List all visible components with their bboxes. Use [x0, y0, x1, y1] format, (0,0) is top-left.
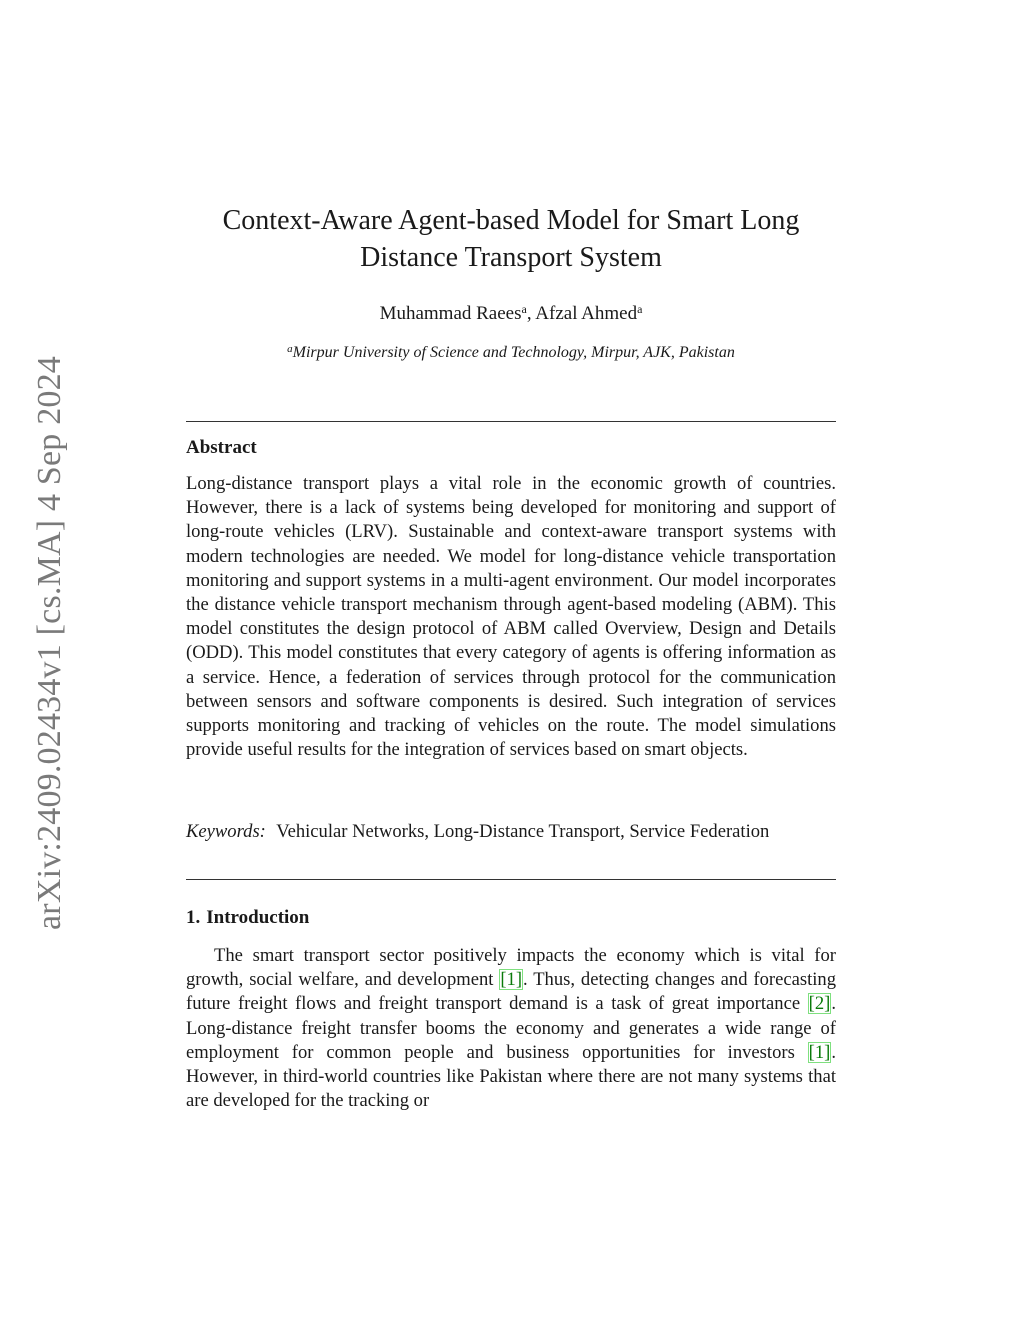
introduction-paragraph	[186, 944, 836, 1113]
author-name: Afzal Ahmed	[535, 303, 638, 324]
abstract-heading: Abstract	[186, 437, 257, 458]
abstract-top-rule	[186, 421, 836, 422]
author-name: Muhammad Raees	[379, 303, 522, 324]
intro-text: . However, in third-world countries like Pakistan where there are not many systems that are developed for the tracking or	[186, 1041, 836, 1112]
author-affiliation-mark: a	[637, 302, 643, 316]
abstract-bottom-rule	[186, 879, 836, 880]
abstract-body: Long-distance transport plays a vital role in the economic growth of countries. However, there is a lack of systems being developed for monitoring and support of long-route vehicles (LRV). Sustainable and context-aware transport systems with modern technologies are needed. We model for long-distance vehicle transportation monitoring and support systems in a multi-agent environment. Our model incorporates the distance vehicle transport mechanism through agent-based modeling (ABM). This model constitutes the design protocol of ABM called Overview, Design and Details (ODD). This model constitutes that every category of agents is offering information as a service. Hence, a federation of services through protocol for the communication between sensors and software components is desired. Such integration of services supports monitoring and tracking of vehicles on the route. The model simulations provide useful results for the integration of services based on smart objects.	[186, 473, 836, 761]
keywords	[186, 820, 836, 844]
intro-text: The smart transport sector positively impacts the economy which is vital for growth, social welfare, and development	[186, 945, 836, 991]
affiliation-mark: a	[287, 343, 293, 355]
paper-title	[186, 202, 836, 276]
author-list: Muhammad Raees$^a$, Afzal Ahmed$^a$	[379, 302, 643, 324]
section-number: 1.	[186, 907, 201, 928]
section-title: Introduction	[206, 907, 310, 928]
citation-link[interactable]: [1]	[500, 969, 523, 991]
arxiv-identifier-stamp: arXiv:2409.02434v1 [cs.MA] 4 Sep 2024	[31, 355, 68, 930]
keywords-label: Keywords:	[186, 821, 266, 842]
intro-text: . Thus, detecting changes and forecasting future freight flows and freight transport demand is a task of great importance	[186, 969, 836, 1015]
author-affiliation-mark: a	[521, 302, 527, 316]
keywords-text: Vehicular Networks, Long-Distance Transport, Service Federation	[276, 821, 770, 842]
citation-link[interactable]: [2]	[808, 993, 831, 1015]
section-heading-introduction	[186, 906, 309, 930]
title-line-1: Context-Aware Agent-based Model for Smart Long	[222, 205, 800, 236]
affiliation-text: Mirpur University of Science and Technology, Mirpur, AJK, Pakistan	[292, 344, 735, 361]
title-line-2: Distance Transport System	[360, 242, 662, 273]
intro-text: . Long-distance freight transfer booms the economy and generates a wide range of employment for common people and business opportunities for investors	[186, 993, 836, 1063]
citation-link[interactable]: [1]	[808, 1041, 831, 1063]
affiliation	[186, 343, 836, 363]
